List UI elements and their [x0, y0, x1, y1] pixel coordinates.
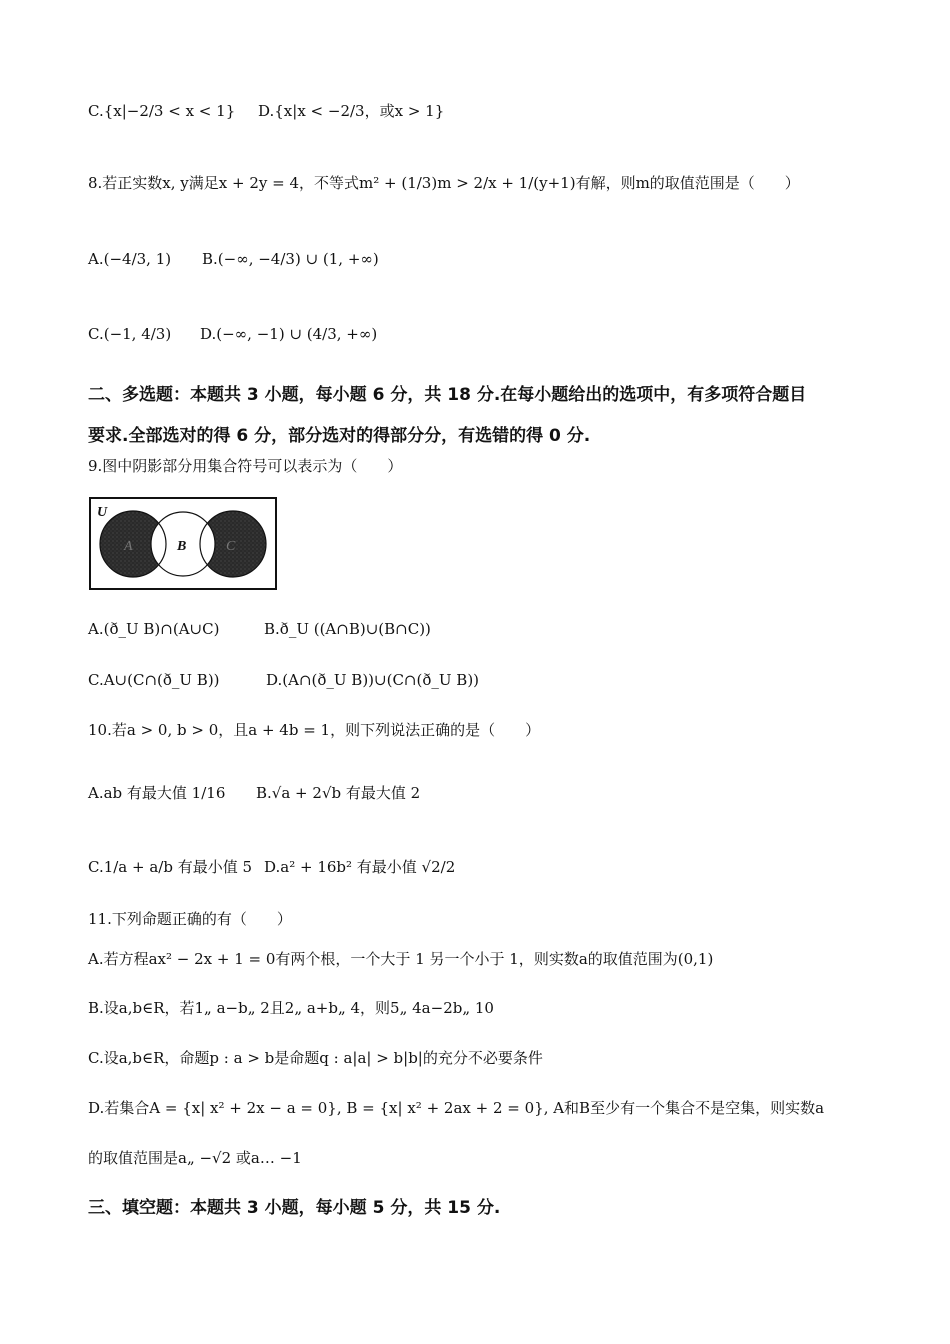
q8-option-c: C.(−1, 4/3) — [88, 325, 172, 343]
q10-option-b: B.√a + 2√b 有最大值 2 — [256, 784, 421, 802]
q10-option-c: C.1/a + a/b 有最小值 5 — [88, 858, 253, 876]
q11-option-a: A.若方程ax² − 2x + 1 = 0有两个根，一个大于 1 另一个小于 1，则实数a的取值范围为(0,1) — [88, 950, 714, 968]
q9-option-c: C.A∪(C∩(ð_U B)) — [88, 671, 220, 689]
q9-option-b: B.ð_U ((A∩B)∪(B∩C)) — [264, 620, 431, 638]
q11-option-b: B.设a,b∈R，若1„ a−b„ 2且2„ a+b„ 4，则5„ 4a−2b„ 10 — [88, 999, 494, 1017]
q9-stem: 9.图中阴影部分用集合符号可以表示为（ ） — [88, 457, 403, 475]
q9-option-d: D.(A∩(ð_U B))∪(C∩(ð_U B)) — [266, 671, 480, 689]
q10-option-a: A.ab 有最大值 1/16 — [88, 784, 226, 802]
venn-label-a: A — [124, 539, 133, 554]
venn-label-b: B — [177, 539, 187, 554]
venn-diagram — [88, 496, 278, 591]
q7-option-d: D.{x|x < −2/3，或x > 1} — [258, 102, 445, 120]
q7-option-c: C.{x|−2/3 < x < 1} — [88, 102, 236, 120]
q11-option-c: C.设a,b∈R，命题p : a > b是命题q : a|a| > b|b|的充分不必要条件 — [88, 1049, 543, 1067]
q10-option-d: D.a² + 16b² 有最小值 √2/2 — [264, 858, 456, 876]
q8-option-d: D.(−∞, −1) ∪ (4/3, +∞) — [200, 325, 378, 343]
q11-option-d-line2: 的取值范围是a„ −√2 或a… −1 — [88, 1149, 302, 1167]
q8-option-a: A.(−4/3, 1) — [88, 250, 172, 268]
venn-label-c: C — [226, 539, 236, 554]
q9-option-a: A.(ð_U B)∩(A∪C) — [88, 620, 220, 638]
q11-option-d-line1: D.若集合A = {x| x² + 2x − a = 0}, B = {x| x² + 2ax + 2 = 0}, A和B至少有一个集合不是空集，则实数a — [88, 1099, 825, 1117]
q11-stem: 11.下列命题正确的有（ ） — [88, 910, 292, 928]
q10-stem: 10.若a > 0, b > 0，且a + 4b = 1，则下列说法正确的是（ ） — [88, 721, 541, 739]
venn-label-u: U — [97, 505, 108, 520]
section3-header: 三、填空题：本题共 3 小题，每小题 5 分，共 15 分. — [88, 1198, 501, 1218]
q8-option-b: B.(−∞, −4/3) ∪ (1, +∞) — [202, 250, 379, 268]
q8-stem: 8.若正实数x, y满足x + 2y = 4，不等式m² + (1/3)m > 2/x + 1/(y+1)有解，则m的取值范围是（ ） — [88, 174, 800, 192]
section2-header-line2: 要求.全部选对的得 6 分，部分选对的得部分分，有选错的得 0 分. — [88, 426, 591, 446]
section2-header-line1: 二、多选题：本题共 3 小题，每小题 6 分，共 18 分.在每小题给出的选项中，有多项符合题目 — [88, 385, 807, 405]
